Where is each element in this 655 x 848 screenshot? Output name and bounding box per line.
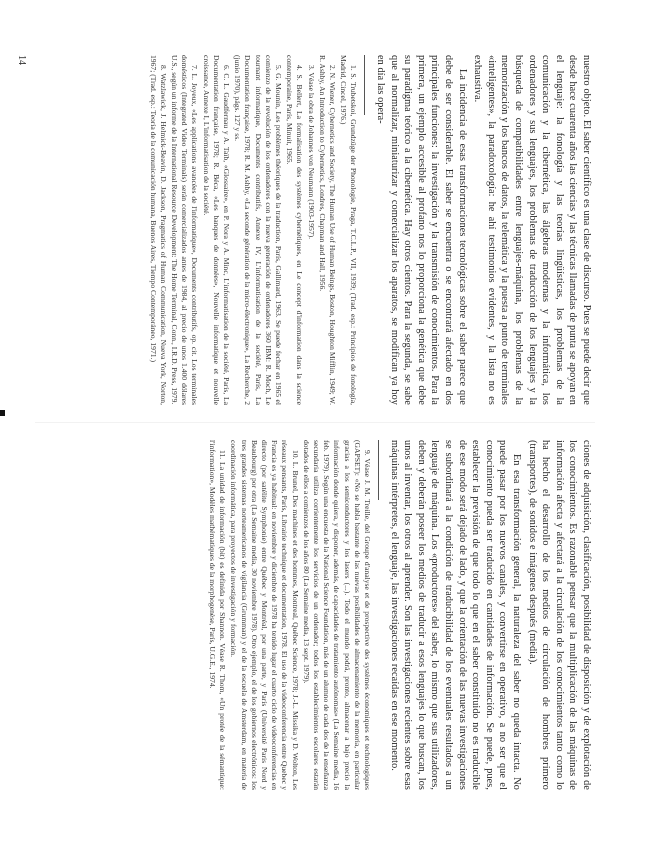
left-column [33, 55, 593, 405]
body-paragraph: En esa transformación general, la naturaleza del saber no queda intacta. No puede pasar por los nuevos canales, y convertirse en operativo, a no ser que el conocimiento pueda ser traducido en cantidades de información. Se puede, pues, establecer la previsión de que todo lo que en el saber constituido no es traducible de ese modo será dejado de lado, y que la orientación de las nuevas investigaciones se subordinará a la condición de traducibilidad de los eventuales resultados a un lenguaje de máquina. Los «productores» del saber, lo mismo que sus utilizadores, deben y deberán poseer los medios de traducir a esos lenguajes lo que buscan, los unos al inventar, los otros al aprender. Son las investigaciones recientes sobre esas máquinas intérpretes, el lenguaje, las investigaciones recaídas en ese momento. [388, 440, 523, 790]
footnote: 8. Watzlawick, J. Helmick-Beavin, D. Jackson, Pragmatics of Human Communication, Nueva York, Norton, 1967; (Trad. esp.: Teoría de la comunicación humana, Buenos Aires, Tiempo Contemporáneo, 1971.) [148, 55, 168, 405]
right-footnotes [207, 440, 372, 790]
page-gutter [35, 422, 595, 423]
footnote-rule [365, 55, 366, 115]
body-paragraph: nuestro objeto. El saber científico es una clase de discurso. Pues se puede decir que desde hace cuarenta años las ciencias y las técnicas llamadas de punta se apoyan en el lenguaje: la fonología y las teorías lingüísticas, los problemas de la comunicación y la cibernética, las álgebras modernas y la informática, los ordenadores y sus lenguajes, los problemas de traducción de los lenguajes y la búsqueda de compatibilidades entre lenguajes-máquina, los problemas de la memorización y los bancos de datos, la telemática y la puesta a punto de terminales «inteligentes», la paradoxología: he ahí testimonios evidentes, y la lista no es exhaustiva. [472, 55, 592, 405]
footnote: 5. G. Mounin, Les problèmes théoriques de la traduction, París, Gallimard, 1963. Se puede fechar en 1965 el comienzo de la revolución de los ordenadores con la nueva generación de ordenadores 360 IBM: R. Moch, Le tournant informatique, Documents contributifs, Annexe IV, L'informatisation de la société, París, La Documentation française, 1978; R. M. Ashby, «La seconde génération de la micro-électronique», La Recherche, 2 (junio 1970), págs. 127 y ss. [233, 55, 284, 405]
footnote: 9. Véase J. M. Treille, del Groupe d'analyse et de prospective des systèmes économiques et technologiques (GAPSET): «No se habla bastante de las nuevas posibilidades de almacenamiento de la memoria, en particular gracias a los semiconductores y los lasers (...). Todo el mundo podrá, pronto, almacenar a bajo precio la información donde quiera, y disponer, además, de capacidades de tratamiento autónomas» (La Semaine media, 16 feb. 1979). Según una encuesta de la National Science Foundation, más de un alumno de cada dos de la enseñanza secundaria utiliza corrientemente los servicios de un ordenador; todos los establecimientos escolares estarán dotados de ellos a comienzos de los años 80 (La Semaine media, 13 sept. 1979). [301, 440, 373, 790]
page-number: 14 [16, 55, 27, 65]
footnote: 11. La unidad de información (bit) es definida por Shannon. Véase R. Thom, «Un protée de la sémantique: l'information», Modèles mathématiques de la morphogenèse, París, U.G.E., 1974. [208, 440, 228, 790]
right-column [33, 440, 593, 790]
footnote: 4. S. Bellert, La formalisation des systèmes cybernétiques, en Le concept d'information dans la science contemporaine, París, Minuit, 1965. [285, 55, 305, 405]
footnote: 2. N. Wiener, Cybernetics and Society, The Human Use of Human Beings, Boston, Houghton Mifflin, 1949; W. R. Ashby, An Introduction to Cybernetics, Londres, Chapman and Hall, 1956. [317, 55, 338, 405]
footnote: 10. L. Brunel, Des machines et des hommes, Montreal, Québec Science, 1978; J.-L. Missika y D. Wolton, Les réseaux pensants, París, Librairie technique et documentation, 1978. El uso de la videoconferencia entre Quebec y Francia es ya habitual: en noviembre y diciembre de 1978 ha tenido lugar el cuarto ciclo de videoconferencias en directo (por satélite Symphonie) entre Québec y Montréal, por una parte, y París (Université Paris Nord y Beaubourg) por otra (La Semaine media, 30 noviembre 1978). Otro ejemplo, el de los gobiernos electrónicos: los tres grandes sistemas norteamericanos de vigilancia (Grumman) y el de la escuela de Amsterdam, en materia de coordinación informática, para proyectos de investigación y formación. [229, 440, 300, 790]
body-paragraph: La incidencia de esas transformaciones tecnológicas sobre el saber parece que debe de ser considerable. El saber se encuentra o se encontrará afectado en dos principales funciones: la investigación y la transmisión de conocimientos. Para la primera, un ejemplo accesible al profano nos lo proporciona la genética que debe su paradigma teórico a la cibernética. Hay otros cientos. Para la segunda, se sabe que al normalizar, miniaturizar y comercializar los aparatos, se modifican ya hoy en día las opera- [375, 55, 468, 405]
left-body-text [374, 55, 594, 405]
footnote: 1. S. Trubetskoi, Grundzüge der Phonologie, Praga, T.C.L.P., VII, 1939; (Trad. esp.: Principios de fonología, Madrid, Cincel, 1976.) [339, 55, 359, 405]
left-footnotes [147, 55, 358, 405]
footnote: 3. Véase la obra de Johannes von Neumann (1903-1957). [306, 65, 316, 240]
body-paragraph: ciones de adquisición, clasificación, posibilidad de disposición y de explotación de los conocimientos. Es razonable pensar que la multiplicación de las máquinas de información afecta y afectará a la circulación de los conocimientos tanto como lo ha hecho el desarrollo de los medios de circulación de hombres primero (transportes), de sonidos e imágenes después (media). [526, 440, 592, 790]
right-body-text [387, 440, 593, 790]
footnote-rule [378, 440, 379, 500]
footnote: 7. L. Joyeux, «Les applications avancées de l'informatique», Documents contributifs, op. cit. Los terminales domésticos (Integrated Video Terminals) serán comercializados antes de 1984, al precio de unos 1.400 dólares U.S., según un informe de la International Resource Development: The Home Terminal, Conn., I.R.D. Press, 1979. [170, 55, 200, 405]
footnote: 6. C. L. Gaudfernau y A. Taïb, «Glossaire», en P. Nora y A. Minc, L'informatisation de la société, París, La Documentation française, 1978; R. Béca, «Les banques de données», Nouvelle informatique et nouvelle croissance, Annexe I, L'informatisation de la société. [201, 55, 232, 405]
